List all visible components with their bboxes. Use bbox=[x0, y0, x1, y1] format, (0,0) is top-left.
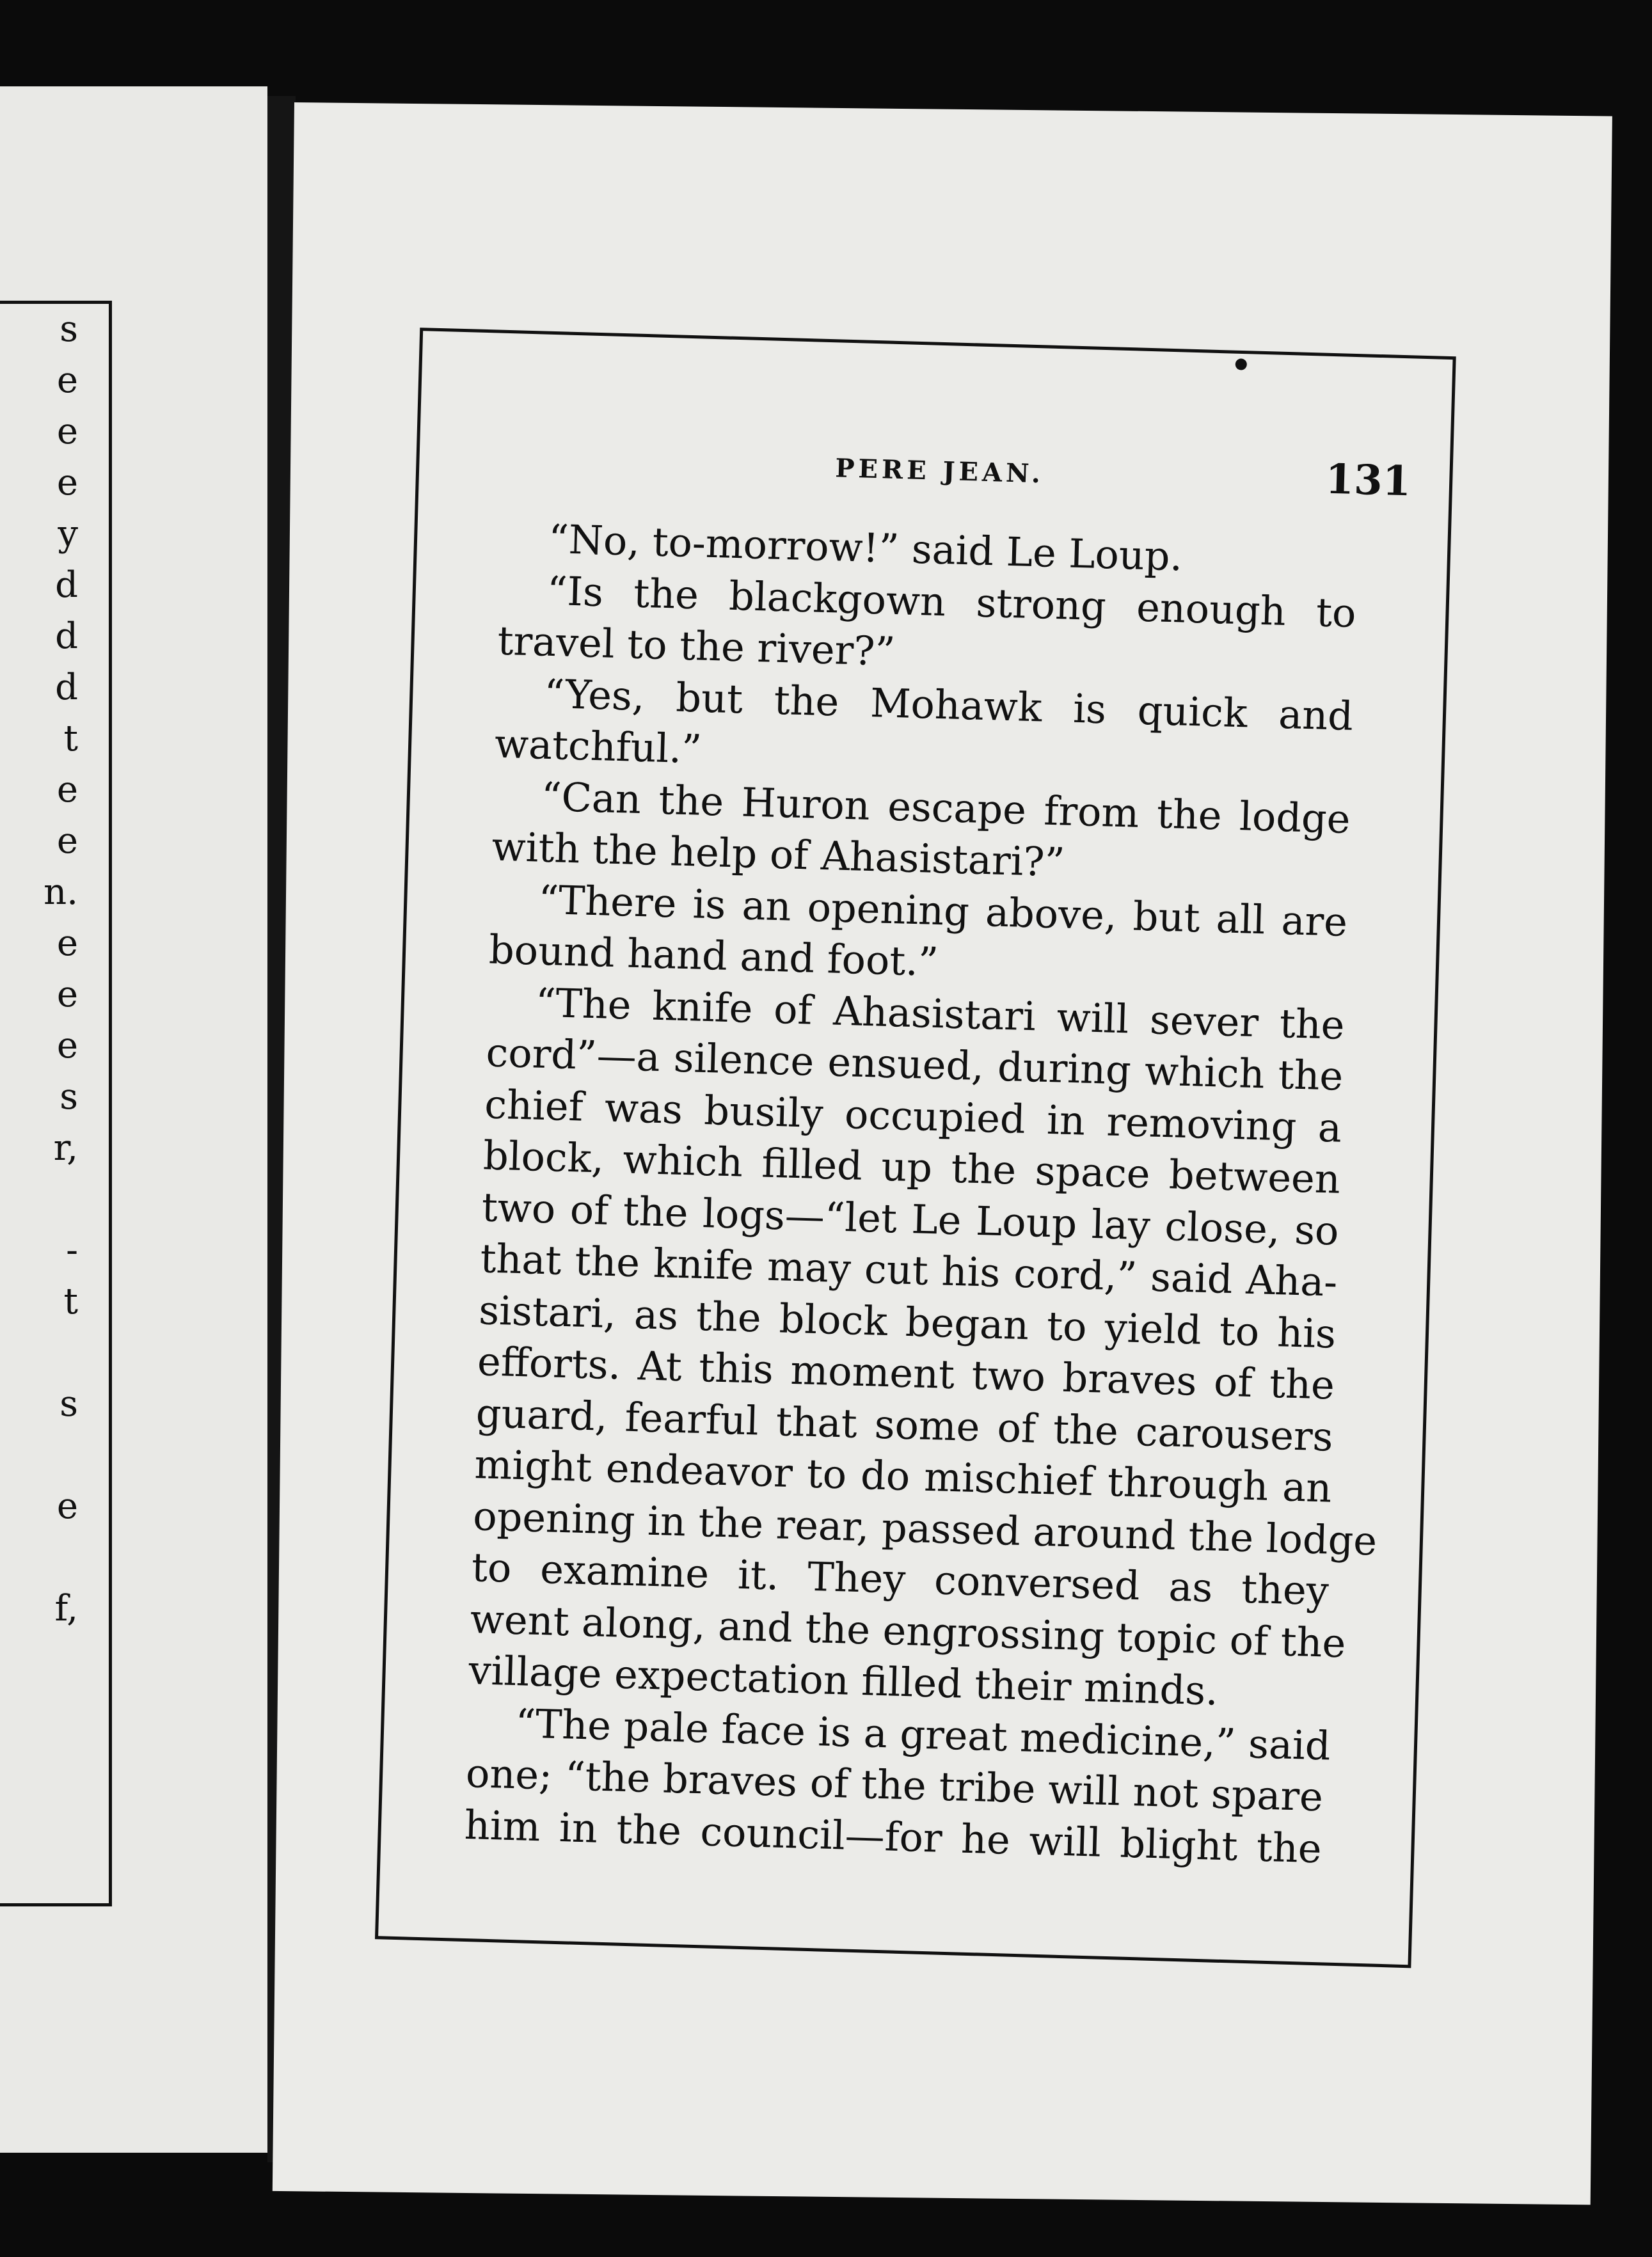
text-line: guard, fearful that some of the carousers bbox=[475, 1389, 1334, 1461]
text-line: might endeavor to do mischief through an bbox=[473, 1441, 1333, 1512]
facing-page-line-end: e bbox=[56, 360, 78, 401]
facing-page-line-end bbox=[0, 1532, 83, 1583]
text-line: village expectation filled their minds. bbox=[468, 1647, 1219, 1715]
text-line: travel to the river?” bbox=[496, 617, 896, 676]
text-line: watchful.” bbox=[494, 720, 703, 773]
text-line: that the knife may cut his cord,” said Aha- bbox=[479, 1235, 1338, 1306]
facing-page-line-end: n. bbox=[44, 871, 78, 913]
text-line: “The pale face is a great medicine,” said bbox=[514, 1699, 1331, 1770]
text-line: “Yes, but the Mohawk is quick and bbox=[543, 670, 1354, 740]
running-head: PERE JEAN. bbox=[834, 453, 1045, 489]
facing-page-line-end: y bbox=[58, 513, 78, 555]
facing-page-line-end: e bbox=[56, 974, 78, 1015]
text-line: “No, to-morrow!” said Le Loup. bbox=[548, 515, 1184, 580]
text-line: chief was busily occupied in removing a bbox=[484, 1080, 1342, 1152]
text-line: went along, and the engrossing topic of the bbox=[469, 1595, 1347, 1667]
text-line: two of the logs—“let Le Loup lay close, so bbox=[481, 1183, 1340, 1255]
text-line: opening in the rear, passed around the lodge bbox=[472, 1492, 1378, 1565]
facing-page-frame bbox=[0, 301, 112, 1906]
facing-page-line-end bbox=[0, 1430, 83, 1481]
page-number: 131 bbox=[1324, 455, 1412, 506]
text-line: “The knife of Ahasistari will sever the bbox=[534, 979, 1346, 1049]
text-line: to examine it. They conversed as they bbox=[471, 1544, 1330, 1615]
facing-page-line-end: t bbox=[63, 718, 78, 759]
text-line: “Is the blackgown strong enough to bbox=[546, 567, 1357, 637]
facing-page-line-end: d bbox=[55, 667, 78, 708]
facing-page-line-ends bbox=[0, 304, 83, 1635]
text-line: with the help of Ahasistari?” bbox=[491, 823, 1066, 886]
facing-page-left bbox=[0, 86, 267, 2153]
text-line: block, which filled up the space between bbox=[482, 1132, 1341, 1203]
facing-page-line-end: e bbox=[56, 462, 78, 503]
facing-page-line-end: s bbox=[60, 1383, 78, 1425]
facing-page-line-end: e bbox=[56, 411, 78, 452]
facing-page-line-end: r, bbox=[53, 1127, 78, 1169]
facing-page-line-end: e bbox=[56, 1485, 78, 1527]
page-header bbox=[502, 432, 1411, 516]
body-text bbox=[463, 512, 1378, 1875]
text-line: “There is an opening above, but all are bbox=[537, 876, 1348, 946]
text-line: sistari, as the block began to yield to his bbox=[478, 1286, 1337, 1358]
facing-page-line-end: s bbox=[60, 1076, 78, 1118]
facing-page-line-end: d bbox=[55, 615, 78, 657]
text-line: one; “the braves of the tribe will not spare bbox=[465, 1749, 1324, 1821]
text-line: “Can the Huron escape from the lodge bbox=[540, 773, 1351, 843]
text-line: efforts. At this moment two braves of the bbox=[477, 1338, 1335, 1409]
facing-page-line-end bbox=[0, 1174, 83, 1225]
facing-page-line-end: e bbox=[56, 923, 78, 964]
facing-page-line-end: e bbox=[56, 820, 78, 862]
facing-page-line-end: s bbox=[60, 308, 78, 350]
facing-page-line-end: d bbox=[55, 564, 78, 606]
text-frame bbox=[375, 328, 1456, 1968]
text-line: cord”—a silence ensued, during which the bbox=[485, 1029, 1344, 1100]
text-line: bound hand and foot.” bbox=[488, 926, 939, 986]
facing-page-line-end: f, bbox=[54, 1588, 78, 1629]
facing-page-line-end bbox=[0, 1327, 83, 1379]
facing-page-line-end: e bbox=[56, 1025, 78, 1066]
facing-page-line-end: t bbox=[63, 1281, 78, 1322]
page-131 bbox=[273, 102, 1612, 2205]
facing-page-line-end: e bbox=[56, 769, 78, 811]
facing-page-line-end: - bbox=[66, 1230, 78, 1271]
text-line: him in the council—for he will blight the bbox=[463, 1801, 1322, 1872]
